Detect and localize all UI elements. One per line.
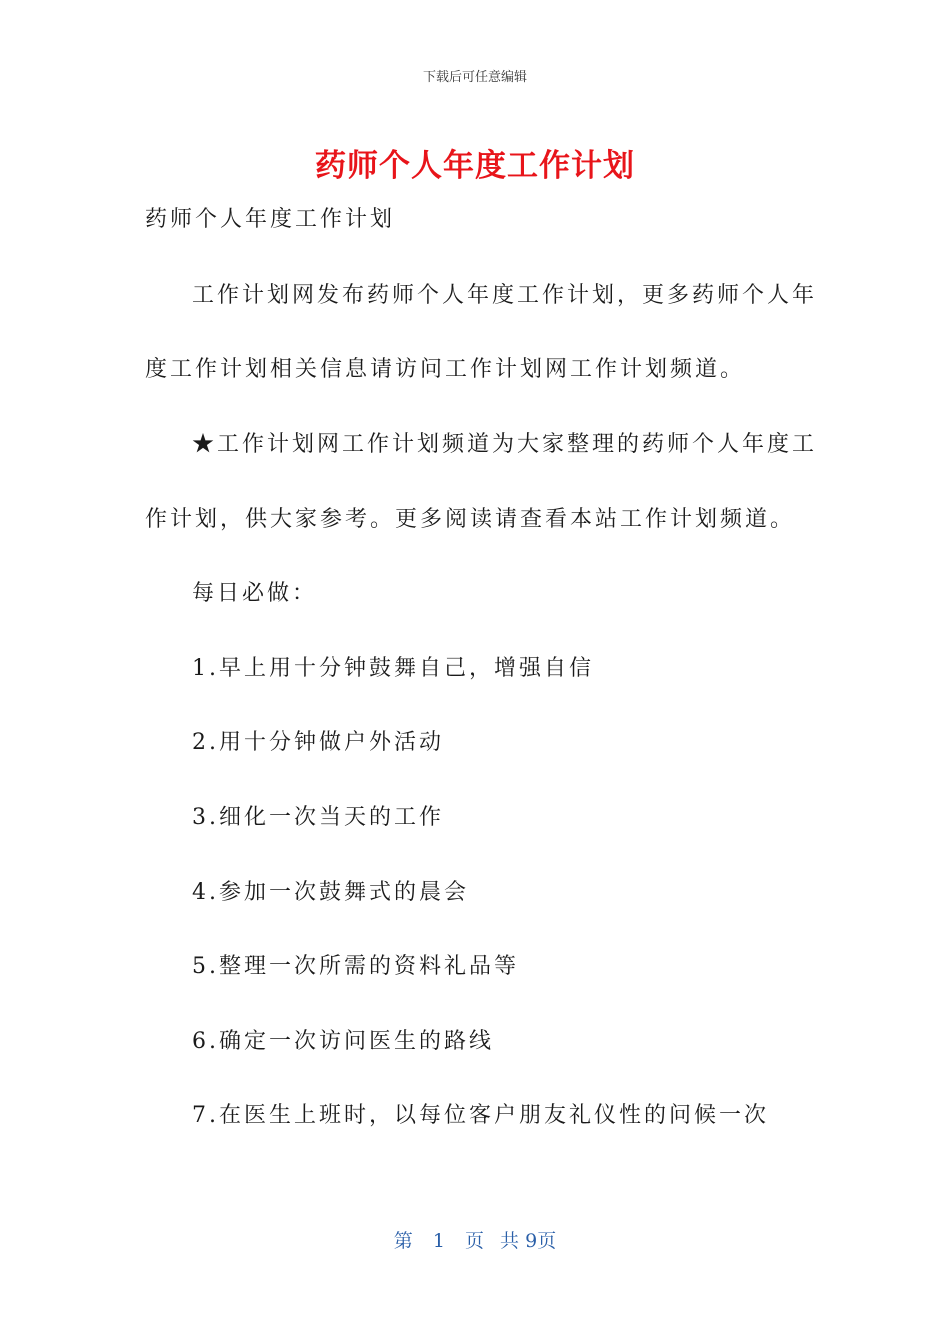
list-item: 3.细化一次当天的工作: [192, 805, 444, 830]
page-footer: [0, 1226, 950, 1253]
footer-page-word: 页: [464, 1230, 484, 1252]
subtitle-line: 药师个人年度工作计划: [145, 207, 396, 232]
footer-page-number: 1: [432, 1230, 445, 1252]
paragraph-1-line-2: 度工作计划相关信息请访问工作计划网工作计划频道。: [145, 357, 746, 382]
paragraph-2-line-1: ★工作计划网工作计划频道为大家整理的药师个人年度工: [192, 432, 818, 457]
paragraph-2-line-2: 作计划，供大家参考。更多阅读请查看本站工作计划频道。: [145, 507, 796, 532]
list-item: 7.在医生上班时，以每位客户朋友礼仪性的问候一次: [192, 1103, 769, 1128]
list-item: 5.整理一次所需的资料礼品等: [192, 954, 519, 979]
footer-total-prefix: 共: [500, 1230, 520, 1252]
daily-heading: 每日必做：: [192, 581, 318, 606]
document-title: 药师个人年度工作计划: [315, 148, 635, 184]
list-item: 1.早上用十分钟鼓舞自己，增强自信: [192, 656, 594, 681]
footer-prefix: 第: [393, 1230, 413, 1252]
paragraph-1-line-1: 工作计划网发布药师个人年度工作计划，更多药师个人年: [192, 283, 818, 308]
list-item: 4.参加一次鼓舞式的晨会: [192, 880, 469, 905]
list-item: 2.用十分钟做户外活动: [192, 730, 444, 755]
footer-total-pages: 9页: [525, 1230, 557, 1252]
header-note: 下载后可任意编辑: [422, 70, 527, 85]
list-item: 6.确定一次访问医生的路线: [192, 1029, 494, 1054]
